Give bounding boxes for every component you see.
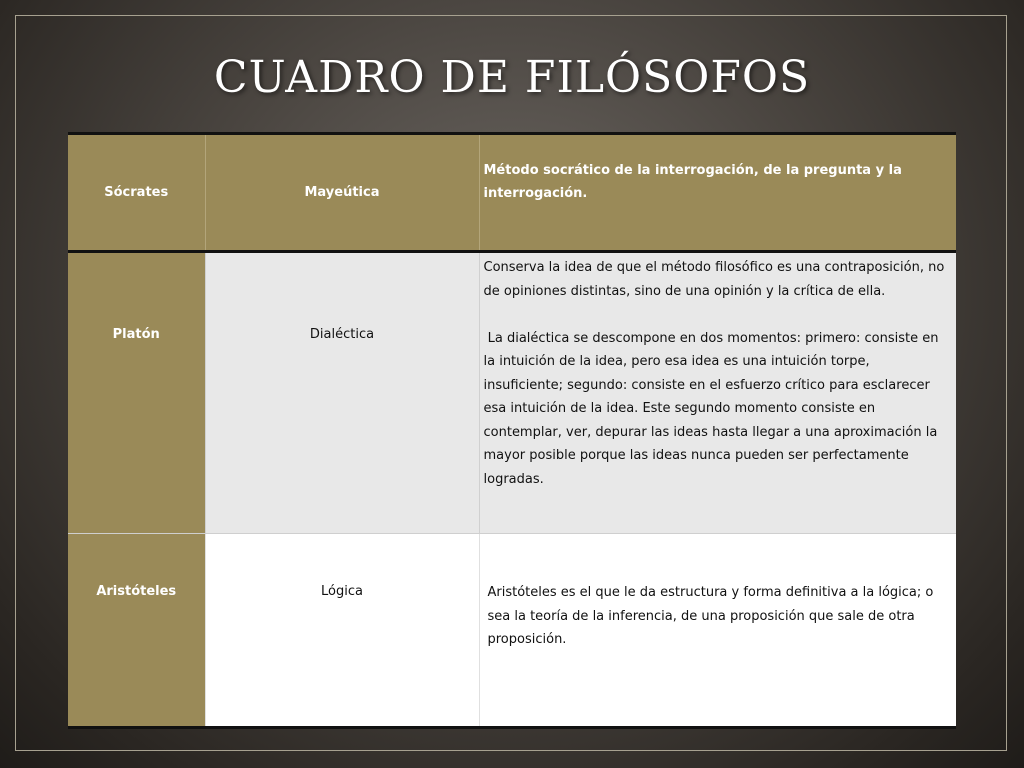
- philosopher-name: Sócrates: [68, 134, 205, 252]
- philosopher-description: [479, 534, 956, 728]
- philosopher-description: [479, 252, 956, 534]
- philosopher-description: [479, 134, 956, 252]
- description-paragraph: Aristóteles es el que le da estructura y forma definitiva a la lógica; o sea la teoría de la inferencia, de una proposición que sale de otra proposición.: [487, 585, 934, 647]
- philosopher-name: Aristóteles: [68, 534, 205, 728]
- philosopher-method: Mayeútica: [205, 134, 479, 252]
- description-paragraph: Método socrático de la interrogación, de la pregunta y la interrogación.: [483, 163, 902, 201]
- philosophers-table: [68, 132, 956, 729]
- table-row: [68, 252, 956, 534]
- philosopher-name: Platón: [68, 252, 205, 534]
- description-paragraph: Conserva la idea de que el método filosófico es una contraposición, no de opiniones distintas, sino de una opinión y la crítica de ella.: [483, 260, 945, 299]
- table-row: [68, 534, 956, 728]
- philosopher-method: Lógica: [205, 534, 479, 728]
- slide-title: CUADRO DE FILÓSOFOS: [213, 52, 811, 103]
- description-paragraph: La dialéctica se descompone en dos momentos: primero: consiste en la intuición de la idea, pero esa idea es una intuición torpe, insuficiente; segundo: consiste en el esfuerzo crítico para esclarecer esa intuición de la idea. Este segundo momento consiste en contemplar, ver, depurar las ideas hasta llegar a una aproximación la mayor posible porque las ideas nunca pueden ser perfectamente logradas.: [483, 330, 943, 487]
- philosopher-method: Dialéctica: [205, 252, 479, 534]
- table-row: [68, 134, 956, 252]
